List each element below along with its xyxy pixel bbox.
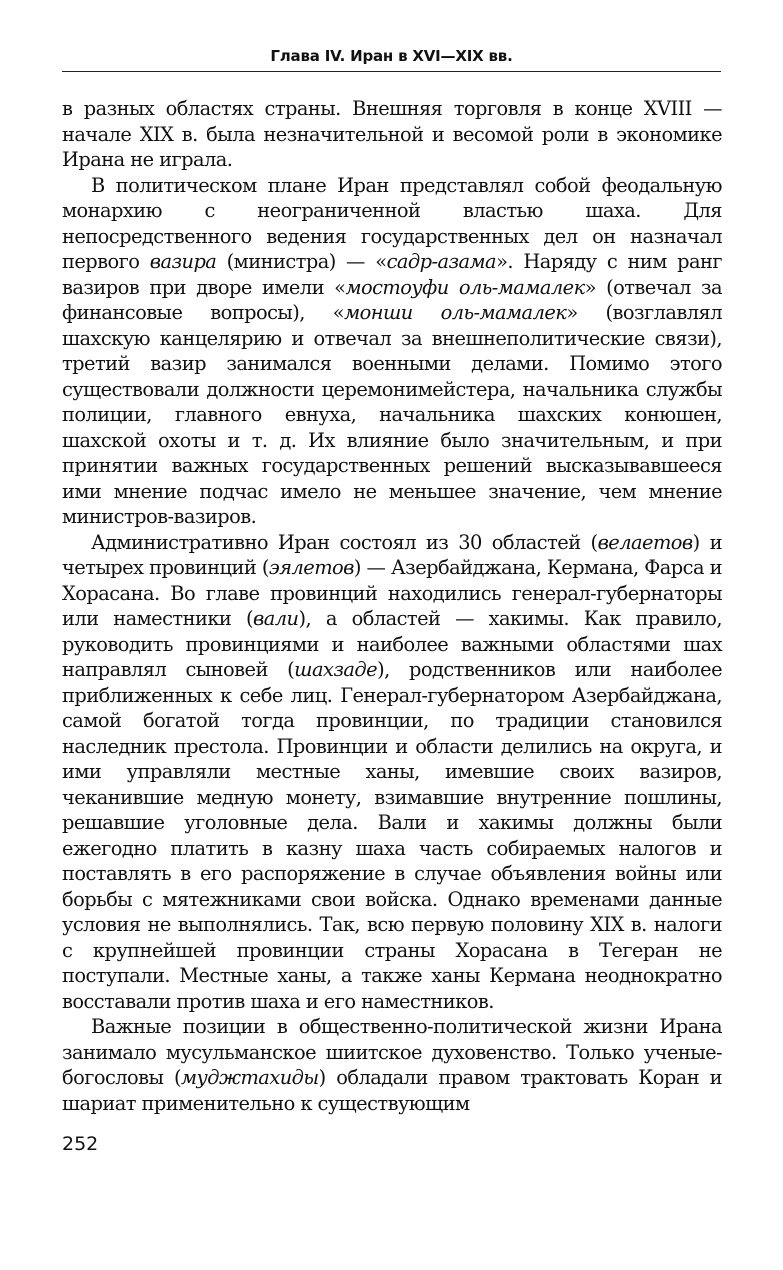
text-run: » (возглавлял шахскую канцелярию и отвечал за внешнеполитические связи), третий вазир занимался военными делами. Помимо этого существовали должности церемонимейстера, начальника службы полиции, главного евнуха, начальника шахских конюшен, шахской охоты и т. д. Их влияние было значительным, и при принятии важных государственных решений высказывавшееся ими мнение подчас имело не меньшее значение, чем мнение министров-вазиров. [62, 301, 723, 528]
text-run: В политическом плане Иран представлял собой феодальную монархию с неограниченной властью шаха. Для непосредственного ведения государственных дел он назначал первого [62, 173, 722, 273]
text-run: ». Наряду с ним ранг вазиров при дворе имели « [62, 250, 722, 299]
text-run: ), а областей — хакимы. Как правило, руководить провинциями и наиболее важными областями шах направлял сыновей ( [62, 607, 723, 681]
italic-term: шахзаде [294, 658, 378, 681]
text-run: (министра) — « [216, 250, 387, 273]
text-run: » (отвечал за финансовые вопросы), « [62, 275, 722, 324]
paragraph [62, 173, 722, 530]
paragraph [62, 530, 722, 1015]
page-number: 252 [62, 1133, 99, 1155]
main-text [62, 96, 722, 1116]
header-rule [62, 71, 721, 72]
text-run: ) — Азербайджана, Кермана, Фарса и Хорасана. Во главе провинций находились генерал-губернаторы или наместники ( [62, 556, 722, 630]
running-header: Глава IV. Иран в XVI—XIX вв. [270, 47, 513, 65]
paragraph [62, 96, 722, 173]
text-run: ) и четырех провинций ( [62, 530, 722, 579]
text-run: Административно Иран состоял из 30 областей ( [91, 530, 598, 554]
italic-term: монши оль-мамалек [344, 301, 567, 324]
text-run: ) обладали правом трактовать Коран и шариат применительно к существующим [62, 1066, 723, 1115]
italic-term: велаетов [597, 530, 693, 554]
italic-term: муджтахиды [181, 1066, 319, 1089]
italic-term: вазира [149, 250, 217, 273]
text-run: Важные позиции в общественно-политической жизни Ирана занимало мусульманское шиитское духовенство. Только ученые-богословы ( [62, 1015, 722, 1089]
italic-term: эялетов [268, 556, 354, 579]
italic-term: мостоуфи оль-мамалек [345, 275, 585, 299]
text-run: ), родственников или наиболее приближенных к себе лиц. Генерал-губернатором Азербайджана, самой богатой тогда провинции, по традиции становился наследник престола. Провинции и области делились на округа, и ими управляли местные ханы, имевшие своих вазиров, чеканившие медную монету, взимавшие внутренние пошлины, решавшие уголовные дела. Вали и хакимы должны были ежегодно платить в казну шаха часть собираемых налогов и поставлять в его распоряжение в случае объявления войны или борьбы с мятежниками свои войска. Однако временами данные условия не выполнялись. Так, всю первую половину XIX в. налоги с крупнейшей провинции страны Хорасана в Тегеран не поступали. Местные ханы, а также ханы Кермана неоднократно восставали против шаха и его наместников. [62, 658, 722, 1013]
italic-term: вали [253, 607, 299, 630]
paragraph [62, 1014, 722, 1116]
text-run: в разных областях страны. Внешняя торговля в конце XVIII — начале XIX в. была незначительной и весомой роли в экономике Ирана не играла. [62, 97, 722, 171]
italic-term: садр-азама [386, 250, 497, 273]
